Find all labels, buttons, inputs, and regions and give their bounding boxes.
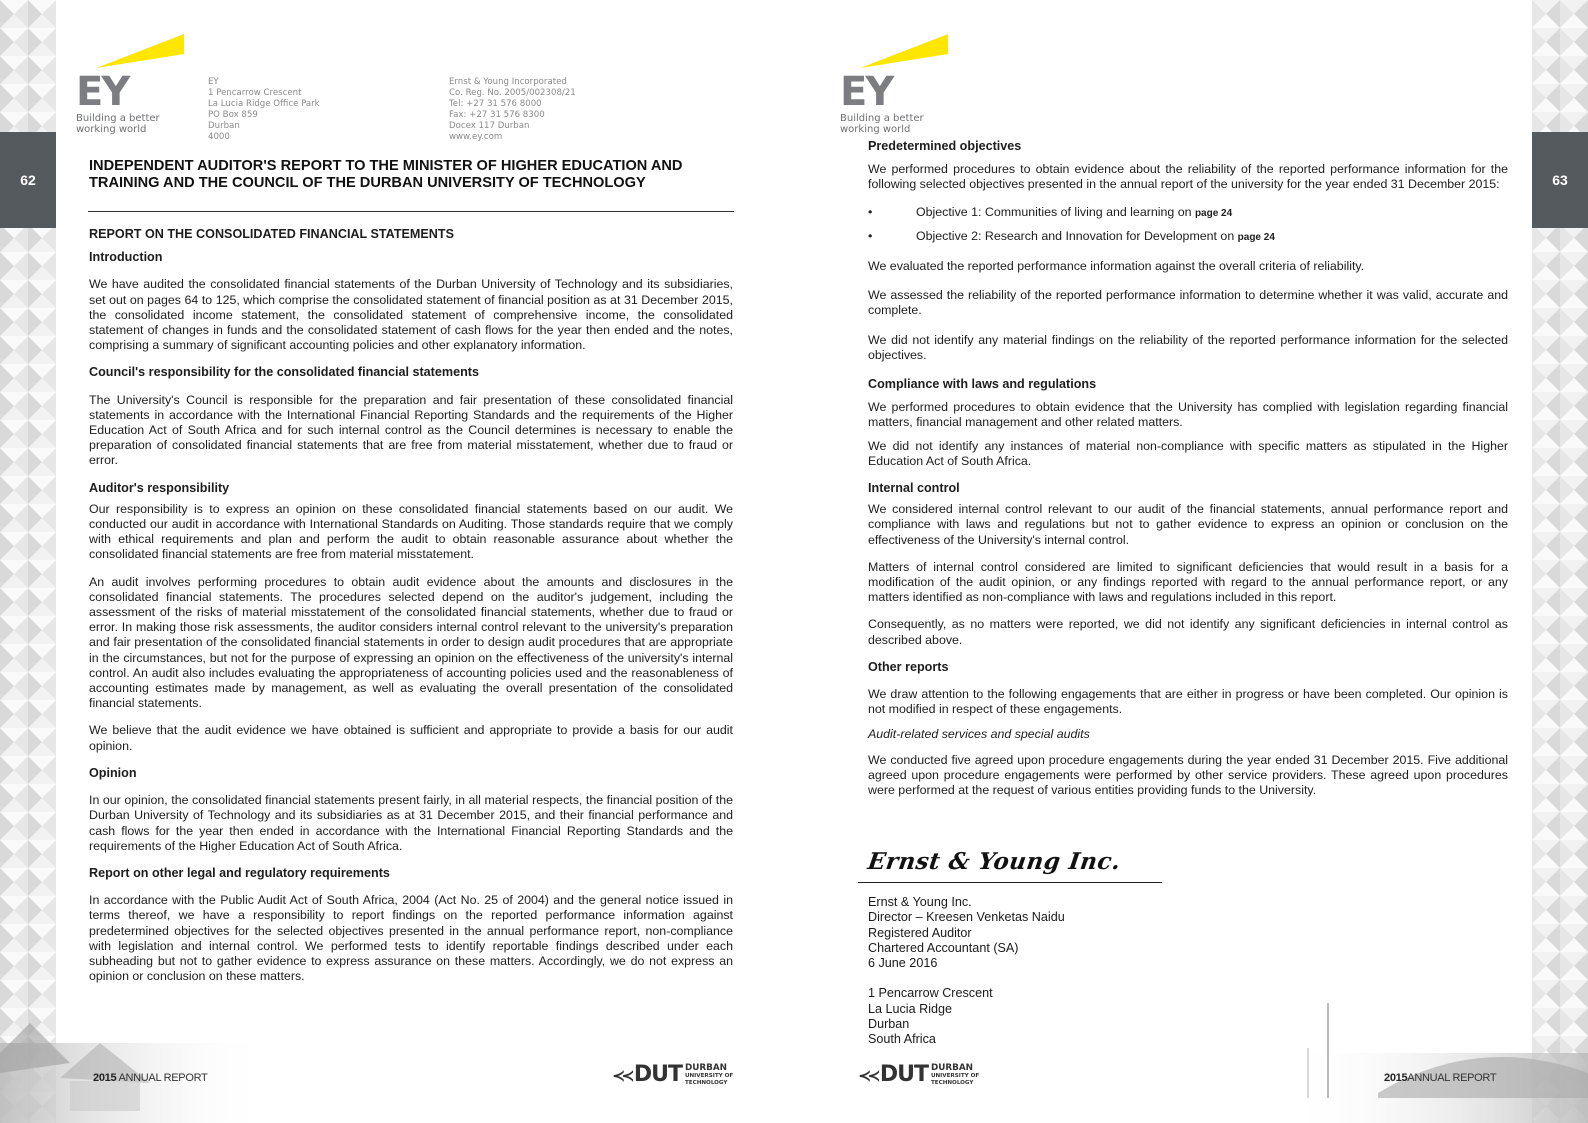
legal-heading: Report on other legal and regulatory requirements	[89, 865, 390, 880]
dut-logo: ≺≺ DUT DURBAN UNIVERSITY OF TECHNOLOGY	[612, 1062, 734, 1087]
internal-control-heading: Internal control	[868, 481, 960, 496]
intro-heading: Introduction	[89, 250, 163, 265]
ey-beam-icon	[860, 34, 950, 70]
page-number-tab: 63	[1532, 132, 1588, 228]
predetermined-heading: Predetermined objectives	[868, 139, 1022, 153]
list-item: • Objective 1: Communities of living and learning on page 24	[868, 204, 1233, 219]
right-page	[794, 0, 1588, 1123]
ey-logo	[840, 34, 940, 134]
auditor-heading: Auditor's responsibility	[89, 480, 230, 495]
ey-tagline: Building a better working world	[840, 113, 924, 135]
stadium-illustration	[1288, 973, 1588, 1123]
compliance-paragraph-2: We did not identify any instances of material non-compliance with specific matters as stipulated in the Higher Education Act of South Africa.	[868, 438, 1508, 468]
ey-address-block: EY 1 Pencarrow Crescent La Lucia Ridge Office Park PO Box 859 Durban 4000	[208, 77, 320, 142]
audit-related-heading: Audit-related services and special audits	[868, 727, 1090, 742]
auditor-paragraph-1: Our responsibility is to express an opinion on these consolidated financial statements based on our audit. We conducted our audit in accordance with International Standards on Auditing. Those standards require that we comply with ethical requirements and plan and perform the audit to obtain reasonable assurance about whether the consolidated financial statements are free from material misstatement.	[89, 501, 733, 562]
predetermined-paragraph: We performed procedures to obtain evidence about the reliability of the reported performance information for the following selected objectives presented in the annual report of the university for the year ended 31 December 2015:	[868, 162, 1508, 192]
annual-report-footer: 2015 ANNUAL REPORT	[93, 1072, 208, 1084]
ey-tagline: Building a better working world	[76, 113, 160, 135]
handwritten-signature: Ernst & Young Inc.	[866, 848, 1123, 875]
signature-line	[858, 882, 1162, 883]
compliance-paragraph-1: We performed procedures to obtain evidence that the University has complied with legislation regarding financial matters, financial management and other related matters.	[868, 400, 1508, 430]
auditor-paragraph-3: We believe that the audit evidence we have obtained is sufficient and appropriate to provide a basis for our audit opinion.	[89, 723, 733, 753]
page-number-tab: 62	[0, 132, 56, 228]
other-reports-heading: Other reports	[868, 659, 949, 674]
assessment-paragraph: We assessed the reliability of the reported performance information to determine whether it was valid, accurate and complete.	[868, 288, 1508, 318]
intro-paragraph: We have audited the consolidated financial statements of the Durban University of Technology and its subsidiaries, set out on pages 64 to 125, which comprise the consolidated statement of financial position as at 31 December 2015, the consolidated income statement, the consolidated statement of comprehensive income, the consolidated statement of changes in funds and the consolidated statement of cash flows for the year then ended and the notes, comprising a summary of significant accounting policies and other explanatory information.	[89, 277, 733, 353]
report-title: INDEPENDENT AUDITOR'S REPORT TO THE MINISTER OF HIGHER EDUCATION AND TRAINING AND THE COUNCIL OF THE DURBAN UNIVERSITY OF TECHNOLOGY	[89, 158, 683, 191]
village-illustration	[0, 983, 270, 1123]
internal-control-paragraph-1: We considered internal control relevant to our audit of the financial statements, annual performance report and compliance with laws and regulations but not to gather evidence to express an opinion or conclusion on the effectiveness of the University's internal control.	[868, 502, 1508, 547]
dut-arrows-icon: ≺≺	[612, 1065, 631, 1085]
ey-beam-icon	[96, 34, 186, 70]
list-item: • Objective 2: Research and Innovation for Development on page 24	[868, 228, 1275, 243]
signatory-block: Ernst & Young Inc. Director – Kreesen Venketas Naidu Registered Auditor Chartered Accountant (SA) 6 June 2016 1 Pencarrow Crescent La Lucia Ridge Durban South Africa	[868, 895, 1065, 1047]
title-divider	[88, 211, 734, 212]
other-reports-paragraph: We draw attention to the following engagements that are either in progress or have been completed. Our opinion is not modified in respect of these engagements.	[868, 687, 1508, 717]
council-heading: Council's responsibility for the consolidated financial statements	[89, 365, 479, 380]
evaluation-paragraph: We evaluated the reported performance information against the overall criteria of reliability.	[868, 259, 1365, 274]
no-findings-paragraph: We did not identify any material findings on the reliability of the reported performance information for the selected objectives.	[868, 332, 1508, 362]
ey-logo	[76, 34, 176, 134]
ey-contact-block: Ernst & Young Incorporated Co. Reg. No. 2005/002308/21 Tel: +27 31 576 8000 Fax: +27 31 576 8300 Docex 117 Durban www.ey.com	[449, 77, 576, 142]
audit-related-paragraph: We conducted five agreed upon procedure engagements during the year ended 31 December 2015. Five additional agreed upon procedure engagements were performed by other service providers. These agreed upon procedures were performed at the request of various entities providing funds to the University.	[868, 752, 1508, 798]
opinion-heading: Opinion	[89, 765, 137, 780]
annual-report-footer: 2015ANNUAL REPORT	[1384, 1072, 1497, 1084]
left-body	[89, 227, 733, 996]
objectives-list	[868, 205, 1508, 245]
dut-arrows-icon: ≺≺	[858, 1065, 877, 1085]
compliance-heading: Compliance with laws and regulations	[868, 377, 1097, 392]
opinion-paragraph: In our opinion, the consolidated financial statements present fairly, in all material respects, the financial position of the Durban University of Technology and its subsidiaries as at 31 December 2015, and their financial performance and cash flows for the year then ended in accordance with the International Financial Reporting Standards and the requirements of the Higher Education Act of South Africa.	[89, 793, 733, 853]
ey-logo-letters: EY	[76, 69, 129, 115]
ey-logo-letters: EY	[840, 69, 893, 115]
internal-control-paragraph-2: Matters of internal control considered are limited to significant deficiencies that would result in a basis for a modification of the audit opinion, or any findings reported with regard to the annual performance report, or any matters identified as non-compliance with laws and regulations included in this report.	[868, 559, 1508, 605]
legal-paragraph: In accordance with the Public Audit Act of South Africa, 2004 (Act No. 25 of 2004) and the general notice issued in terms thereof, we have a responsibility to report findings on the reported performance information against predetermined objectives for the selected objectives presented in the annual performance report, non-compliance with legislation and internal control. We performed tests to identify reportable findings described under each subheading but not to gather evidence to express assurance on these matters. Accordingly, we do not express an opinion or conclusion on these matters.	[89, 893, 733, 984]
section-heading: REPORT ON THE CONSOLIDATED FINANCIAL STATEMENTS	[89, 227, 454, 241]
internal-control-paragraph-3: Consequently, as no matters were reported, we did not identify any significant deficiencies in internal control as described above.	[868, 617, 1508, 647]
right-body	[868, 139, 1508, 810]
council-paragraph: The University's Council is responsible for the preparation and fair presentation of these consolidated financial statements in accordance with the International Financial Reporting Standards and the requirements of the Higher Education Act of South Africa and for such internal control as the Council determines is necessary to enable the preparation of consolidated financial statements that are free from material misstatement, whether due to fraud or error.	[89, 392, 733, 468]
dut-logo: ≺≺ DUT DURBAN UNIVERSITY OF TECHNOLOGY	[858, 1062, 980, 1087]
auditor-paragraph-2: An audit involves performing procedures to obtain audit evidence about the amounts and disclosures in the consolidated financial statements. The procedures selected depend on the auditor's judgement, including the assessment of the risks of material misstatement of the consolidated financial statements, whether due to fraud or error. In making those risk assessments, the auditor considers internal control relevant to the university's preparation and fair presentation of the consolidated financial statements in order to design audit procedures that are appropriate in the circumstances, but not for the purpose of expressing an opinion on the effectiveness of the university's internal control. An audit also includes evaluating the appropriateness of accounting policies used and the reasonableness of accounting estimates made by management, as well as evaluating the overall presentation of the consolidated financial statements.	[89, 574, 733, 711]
